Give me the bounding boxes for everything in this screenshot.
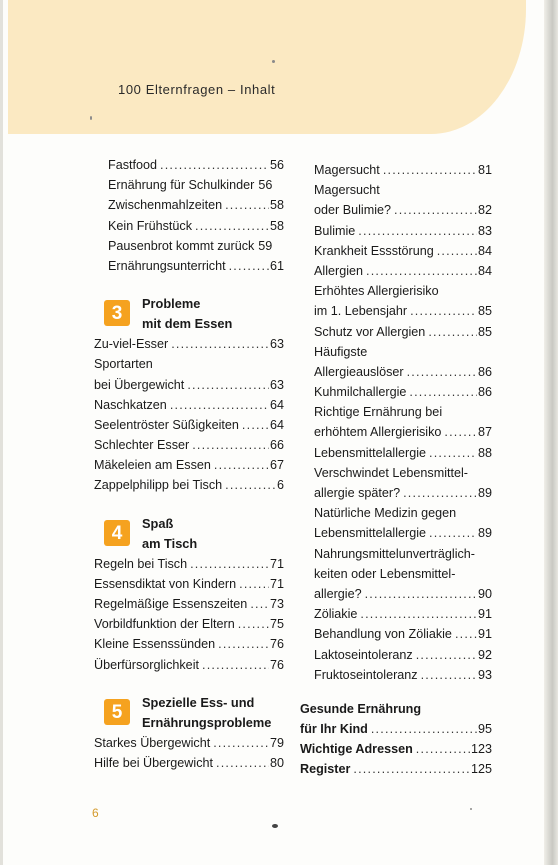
page-edge-left [0, 0, 3, 865]
toc-entry[interactable]: Register ..... 125 [300, 759, 492, 779]
toc-entry[interactable]: allergie später? ..... 89 [300, 483, 492, 503]
header-band [8, 0, 526, 134]
section-5-header [94, 693, 284, 733]
toc-entry[interactable]: Allergieauslöser ..... 86 [300, 362, 492, 382]
page-title: 100 Elternfragen – Inhalt [118, 82, 276, 97]
section-3-header [94, 294, 284, 334]
toc-entry-line: Häufigste [314, 344, 368, 359]
toc-entry-line: Gesunde Ernährung [300, 701, 422, 716]
toc-entry[interactable]: Schlechter Esser ..... 66 [94, 435, 284, 455]
dust-speck [90, 116, 92, 120]
toc-entry[interactable]: Magersucht ..... 81 [300, 160, 492, 180]
toc-entry[interactable]: Lebensmittelallergie ..... 88 [300, 443, 492, 463]
toc-entry[interactable]: Fastfood ..... 56 [94, 155, 284, 175]
toc-entry[interactable]: im 1. Lebensjahr ..... 85 [300, 301, 492, 321]
toc-right-column [300, 160, 492, 780]
toc-entry[interactable]: allergie? ..... 90 [300, 584, 492, 604]
toc-entry[interactable]: Regeln bei Tisch ..... 71 [94, 554, 284, 574]
toc-entry[interactable]: Zu-viel-Esser ..... 63 [94, 334, 284, 354]
toc-entry[interactable]: Regelmäßige Essenszeiten ..... 73 [94, 594, 284, 614]
toc-entry[interactable]: Zwischenmahlzeiten ..... 58 [94, 195, 284, 215]
toc-entry-line: Natürliche Medizin gegen [314, 506, 457, 521]
toc-entry[interactable]: Kuhmilchallergie ..... 86 [300, 382, 492, 402]
toc-entry[interactable]: Vorbildfunktion der Eltern ..... 75 [94, 614, 284, 634]
page-edge-right [544, 0, 558, 865]
dust-speck [470, 808, 472, 810]
toc-entry-line: keiten oder Lebensmittel- [314, 566, 456, 581]
toc-entry[interactable]: Fruktoseintoleranz ..... 93 [300, 665, 492, 685]
toc-entry-line: Nahrungsmittelunverträglich- [314, 546, 475, 561]
page-number: 6 [92, 806, 99, 820]
toc-entry[interactable]: Schutz vor Allergien ..... 85 [300, 322, 492, 342]
dust-speck [272, 824, 278, 828]
section-3-entries [94, 334, 284, 496]
toc-entry[interactable]: Kleine Essenssünden ..... 76 [94, 634, 284, 654]
section-number-badge: 4 [104, 520, 130, 546]
toc-entry[interactable]: Allergien ..... 84 [300, 261, 492, 281]
toc-entry[interactable]: Naschkatzen ..... 64 [94, 395, 284, 415]
toc-entry[interactable]: Seelentröster Süßigkeiten ..... 64 [94, 415, 284, 435]
toc-entry[interactable]: Überfürsorglichkeit ..... 76 [94, 655, 284, 675]
toc-top-group [94, 155, 284, 276]
section-title: Spezielle Ess- und Ernährungsprobleme [142, 694, 272, 730]
toc-entry[interactable]: erhöhtem Allergierisiko ..... 87 [300, 422, 492, 442]
section-4-entries [94, 554, 284, 675]
toc-entry[interactable]: Ernährungsunterricht ..... 61 [94, 256, 284, 276]
toc-entry[interactable]: Ernährung für Schulkinder 56 [108, 178, 273, 193]
section-title: Probleme mit dem Essen [142, 296, 233, 332]
toc-entry[interactable]: Hilfe bei Übergewicht ..... 80 [94, 753, 284, 773]
toc-entry[interactable]: Krankheit Essstörung ..... 84 [300, 241, 492, 261]
toc-entry-line: Magersucht [314, 183, 380, 198]
toc-entry[interactable]: Pausenbrot kommt zurück 59 [108, 238, 273, 253]
section-5-entries [94, 733, 284, 773]
toc-entry[interactable]: Zappelphilipp bei Tisch ..... 6 [94, 475, 284, 495]
toc-entry[interactable]: Bulimie ..... 83 [300, 221, 492, 241]
toc-entry-line: Richtige Ernährung bei [314, 405, 443, 420]
toc-entry[interactable]: Starkes Übergewicht ..... 79 [94, 733, 284, 753]
toc-entry[interactable]: oder Bulimie? ..... 82 [300, 200, 492, 220]
section-number-badge: 3 [104, 300, 130, 326]
toc-entry[interactable]: Lebensmittelallergie ..... 89 [300, 523, 492, 543]
toc-final-group [300, 699, 492, 780]
section-title: Spaß am Tisch [142, 515, 198, 551]
toc-entry[interactable]: Kein Frühstück ..... 58 [94, 216, 284, 236]
toc-entry[interactable]: Zöliakie ..... 91 [300, 604, 492, 624]
section-4-header [94, 514, 284, 554]
toc-entry[interactable]: Wichtige Adressen ..... 123 [300, 739, 492, 759]
toc-entry-line: Verschwindet Lebensmittel- [314, 465, 469, 480]
dust-speck [272, 60, 275, 63]
toc-entry-line: Erhöhtes Allergierisiko [314, 284, 439, 299]
toc-entry[interactable]: Mäkeleien am Essen ..... 67 [94, 455, 284, 475]
toc-left-column [94, 155, 284, 773]
toc-entry[interactable]: Behandlung von Zöliakie ..... 91 [300, 624, 492, 644]
toc-entry[interactable]: bei Übergewicht ..... 63 [94, 375, 284, 395]
toc-entry[interactable]: für Ihr Kind ..... 95 [300, 719, 492, 739]
toc-entry[interactable]: Essensdiktat von Kindern ..... 71 [94, 574, 284, 594]
section-number-badge: 5 [104, 699, 130, 725]
toc-entry-line: Sportarten [94, 357, 153, 372]
toc-entry[interactable]: Laktoseintoleranz ..... 92 [300, 645, 492, 665]
